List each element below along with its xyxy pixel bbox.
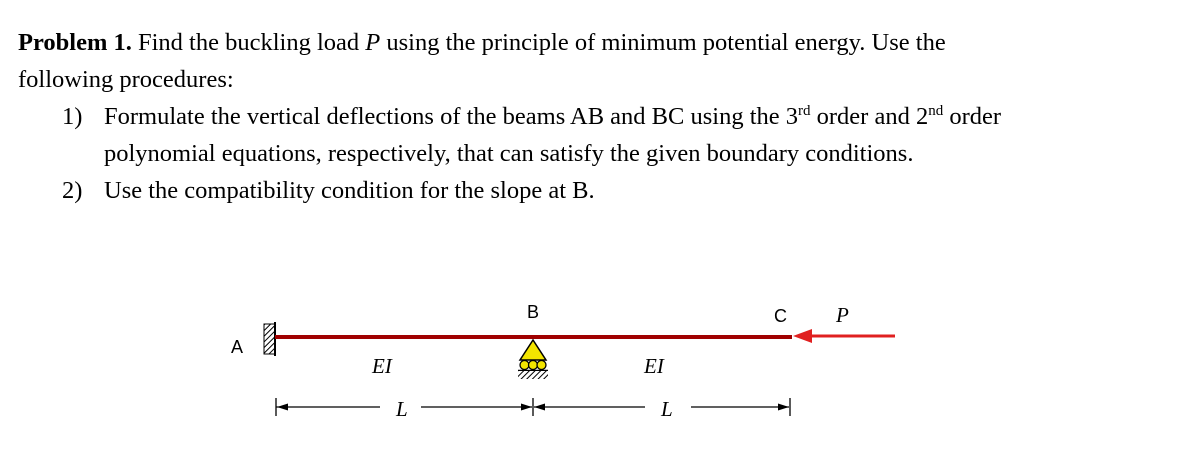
procedure-2-text: Use the compatibility condition for the slope at B. [104,177,595,204]
problem-heading: Problem 1. [18,29,132,56]
label-ei-right: EI [644,354,664,378]
label-c: C [774,306,787,326]
problem-intro-line2: following procedures: [18,66,234,93]
label-p: P [836,303,849,327]
procedure-1-sup-nd: nd [928,103,944,119]
label-ei-left: EI [372,354,392,378]
label-a: A [231,337,244,357]
procedure-1-sup-rd: rd [798,103,811,119]
problem-intro-b: using the principle of minimum potential energy. Use the [380,29,946,56]
procedure-1-line2: polynomial equations, respectively, that can satisfy the given boundary conditions. [104,140,914,167]
procedure-1-text-c: order [943,103,1002,130]
fixed-support-a [264,322,275,356]
problem-intro-a: Find the buckling load [131,29,366,56]
procedure-1-text-b: order and 2 [810,103,929,130]
label-l-left: L [396,397,408,421]
procedure-1-text-a: Formulate the vertical deflections of the beams AB and BC using the 3 [104,103,799,130]
procedure-number-1: 1) [62,103,83,130]
label-b: B [527,302,540,322]
roller-support-b [518,340,548,379]
procedure-number-2: 2) [62,177,83,204]
load-arrow-p [793,329,895,343]
problem-intro-p: P [365,29,381,56]
label-l-right: L [661,397,673,421]
